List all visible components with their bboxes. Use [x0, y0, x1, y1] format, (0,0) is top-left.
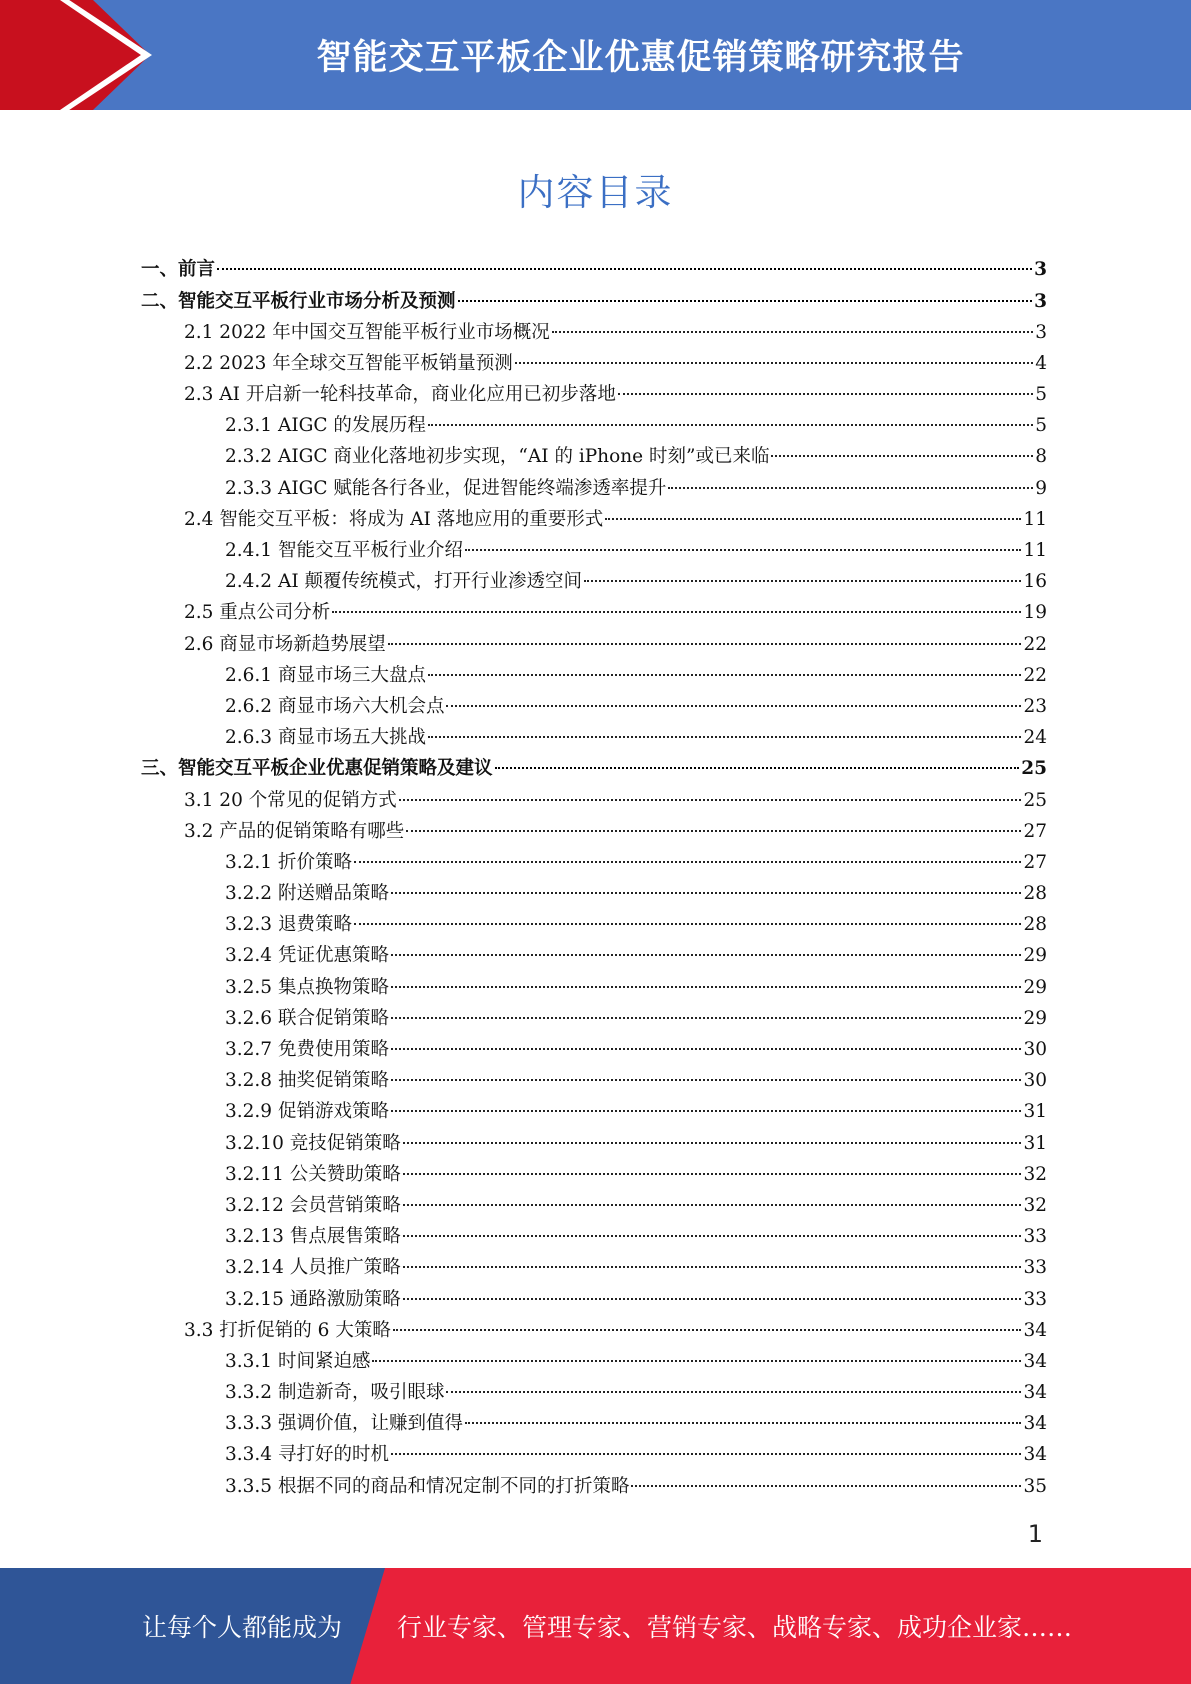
page-number: 1 — [1027, 1520, 1043, 1548]
toc-entry-title: 3.2.10 竞技促销策略 — [225, 1132, 401, 1154]
toc-entry-page: 35 — [1023, 1475, 1047, 1497]
toc-entry-title: 3.3 打折促销的 6 大策略 — [184, 1319, 391, 1341]
toc-entry-page: 8 — [1035, 446, 1047, 468]
toc-entry-page: 34 — [1023, 1413, 1047, 1435]
toc-entry-title: 3.2.3 退费策略 — [225, 914, 352, 936]
toc-entry-page: 34 — [1023, 1350, 1047, 1372]
toc-entry-page: 22 — [1023, 633, 1047, 655]
toc-leader-dots — [465, 1402, 1021, 1424]
toc-entry-title: 3.2.9 促销游戏策略 — [225, 1101, 389, 1123]
toc-leader-dots — [391, 934, 1021, 956]
toc-leader-dots — [495, 747, 1020, 769]
toc-leader-dots — [403, 1246, 1022, 1268]
toc-entry-page: 19 — [1023, 602, 1047, 624]
toc-leader-dots — [465, 529, 1021, 551]
header-banner — [0, 0, 1191, 110]
toc-entry-title: 3.3.3 强调价值，让赚到值得 — [225, 1413, 463, 1435]
toc-entry-title: 2.3.1 AIGC 的发展历程 — [225, 415, 426, 437]
toc-leader-dots — [372, 1340, 1021, 1362]
toc-entry-title: 3.2.4 凭证优惠策略 — [225, 945, 389, 967]
toc-entry-page: 31 — [1023, 1132, 1047, 1154]
footer-banner — [0, 1568, 1191, 1684]
toc-entry-page: 28 — [1023, 914, 1047, 936]
toc-entry-title: 3.2.6 联合促销策略 — [225, 1007, 389, 1029]
toc-leader-dots — [584, 560, 1021, 582]
toc-entry-page: 11 — [1023, 508, 1047, 530]
toc-leader-dots — [605, 498, 1021, 520]
toc-entry-title: 3.3.4 寻打好的时机 — [225, 1444, 389, 1466]
toc-leader-dots — [406, 809, 1021, 831]
toc-entry-page: 25 — [1023, 789, 1047, 811]
toc-entry-page: 11 — [1023, 540, 1047, 562]
toc-entry-page: 27 — [1023, 820, 1047, 842]
toc-leader-dots — [391, 1090, 1021, 1112]
toc-leader-dots — [446, 685, 1021, 707]
toc-leader-dots — [403, 1277, 1022, 1299]
toc-leader-dots — [391, 872, 1021, 894]
toc-leader-dots — [393, 1308, 1022, 1330]
toc-leader-dots — [391, 965, 1021, 987]
toc-entry-title: 2.3.3 AIGC 赋能各行各业，促进智能终端渗透率提升 — [225, 477, 667, 499]
toc-entry-title: 2.6.2 商显市场六大机会点 — [225, 695, 445, 717]
toc-leader-dots — [391, 1059, 1021, 1081]
toc-entry-page: 9 — [1035, 477, 1047, 499]
header-red-arrow — [0, 0, 150, 110]
toc-leader-dots — [403, 1215, 1022, 1237]
toc-entry-title: 2.6 商显市场新趋势展望 — [184, 633, 386, 655]
toc-entry-page: 24 — [1023, 727, 1047, 749]
toc-leader-dots — [403, 1152, 1022, 1174]
toc-entry-title: 3.2.8 抽奖促销策略 — [225, 1070, 389, 1092]
toc-entry-title: 2.4.2 AI 颠覆传统模式，打开行业渗透空间 — [225, 571, 583, 593]
toc-entry-title: 3.3.5 根据不同的商品和情况定制不同的打折策略 — [225, 1475, 630, 1497]
toc-entry-page: 34 — [1023, 1319, 1047, 1341]
toc-leader-dots — [458, 279, 1033, 301]
toc-entry-page: 32 — [1023, 1194, 1047, 1216]
toc-leader-dots — [388, 622, 1022, 644]
toc-entry-title: 2.3 AI 开启新一轮科技革命，商业化应用已初步落地 — [184, 384, 616, 406]
toc-leader-dots — [668, 466, 1033, 488]
footer-slogan-right: 行业专家、管理专家、营销专家、战略专家、成功企业家…… — [397, 1613, 1073, 1642]
toc-entry-title: 2.4.1 智能交互平板行业介绍 — [225, 540, 463, 562]
toc-entry-page: 33 — [1023, 1226, 1047, 1248]
toc-entry-title: 2.2 2023 年全球交互智能平板销量预测 — [184, 352, 513, 374]
toc-leader-dots — [354, 903, 1022, 925]
toc-entry-title: 2.1 2022 年中国交互智能平板行业市场概况 — [184, 321, 550, 343]
toc-entry-page: 27 — [1023, 851, 1047, 873]
toc-entry-page: 4 — [1035, 352, 1047, 374]
toc-entry[interactable] — [141, 1469, 1047, 1500]
toc-leader-dots — [552, 310, 1033, 332]
toc-entry-page: 25 — [1021, 758, 1047, 780]
toc-entry-page: 3 — [1034, 259, 1047, 281]
toc-entry-page: 34 — [1023, 1444, 1047, 1466]
toc-leader-dots — [428, 404, 1033, 426]
toc-entry-page: 3 — [1035, 321, 1047, 343]
toc-leader-dots — [217, 248, 1032, 270]
toc-leader-dots — [428, 653, 1021, 675]
toc-entry-page: 16 — [1023, 571, 1047, 593]
toc-entry-title: 3.2.14 人员推广策略 — [225, 1257, 401, 1279]
toc-entry-page: 31 — [1023, 1101, 1047, 1123]
toc-entry-page: 5 — [1035, 384, 1047, 406]
toc-leader-dots — [428, 716, 1021, 738]
toc-entry-page: 30 — [1023, 1070, 1047, 1092]
report-title: 智能交互平板企业优惠促销策略研究报告 — [316, 38, 965, 78]
toc-entry-title: 二、智能交互平板行业市场分析及预测 — [141, 290, 456, 312]
toc-entry-title: 3.2 产品的促销策略有哪些 — [184, 820, 405, 842]
toc-leader-dots — [771, 435, 1033, 457]
toc-entry-page: 34 — [1023, 1382, 1047, 1404]
toc-leader-dots — [618, 373, 1033, 395]
toc-entry-title: 3.2.2 附送赠品策略 — [225, 883, 389, 905]
toc-leader-dots — [399, 778, 1022, 800]
toc-entry-title: 3.2.15 通路激励策略 — [225, 1288, 401, 1310]
toc-entry-title: 3.3.1 时间紧迫感 — [225, 1350, 371, 1372]
toc-leader-dots — [332, 591, 1021, 613]
toc-leader-dots — [354, 841, 1022, 863]
toc-entry-title: 3.2.13 售点展售策略 — [225, 1226, 401, 1248]
toc-entry-page: 22 — [1023, 664, 1047, 686]
toc-leader-dots — [391, 1028, 1021, 1050]
toc-leader-dots — [403, 1121, 1022, 1143]
toc-entry-title: 3.1 20 个常见的促销方式 — [184, 789, 397, 811]
toc-entry-page: 33 — [1023, 1257, 1047, 1279]
toc-entry-title: 三、智能交互平板企业优惠促销策略及建议 — [141, 758, 493, 780]
toc-entry-title: 3.2.11 公关赞助策略 — [225, 1163, 401, 1185]
toc-leader-dots — [515, 342, 1033, 364]
toc-entry-title: 2.5 重点公司分析 — [184, 602, 331, 624]
toc-entry-page: 30 — [1023, 1039, 1047, 1061]
toc-entry-title: 2.3.2 AIGC 商业化落地初步实现，“AI 的 iPhone 时刻”或已来临 — [225, 446, 770, 468]
toc-entry-title: 3.3.2 制造新奇，吸引眼球 — [225, 1382, 445, 1404]
toc-entry-page: 32 — [1023, 1163, 1047, 1185]
toc-entry-title: 2.4 智能交互平板：将成为 AI 落地应用的重要形式 — [184, 508, 604, 530]
toc-entry-page: 5 — [1035, 415, 1047, 437]
toc-entry-title: 2.6.3 商显市场五大挑战 — [225, 727, 426, 749]
toc-entry-title: 3.2.12 会员营销策略 — [225, 1194, 401, 1216]
toc-entry-page: 33 — [1023, 1288, 1047, 1310]
toc-entry-title: 3.2.5 集点换物策略 — [225, 976, 389, 998]
toc-entry-page: 28 — [1023, 883, 1047, 905]
toc-entry-page: 3 — [1034, 290, 1047, 312]
footer-slogan-left: 让每个人都能成为 — [142, 1613, 343, 1642]
toc-entry-title: 3.2.7 免费使用策略 — [225, 1039, 389, 1061]
toc-heading: 内容目录 — [517, 171, 674, 214]
table-of-contents — [141, 253, 1047, 1501]
toc-entry-page: 29 — [1023, 976, 1047, 998]
toc-leader-dots — [631, 1464, 1021, 1486]
toc-leader-dots — [403, 1184, 1022, 1206]
toc-leader-dots — [391, 997, 1021, 1019]
toc-entry-page: 29 — [1023, 1007, 1047, 1029]
toc-entry-title: 一、前言 — [141, 259, 216, 281]
toc-entry-page: 23 — [1023, 695, 1047, 717]
toc-entry-page: 29 — [1023, 945, 1047, 967]
toc-entry-title: 2.6.1 商显市场三大盘点 — [225, 664, 426, 686]
toc-entry-title: 3.2.1 折价策略 — [225, 851, 352, 873]
toc-leader-dots — [446, 1371, 1021, 1393]
toc-leader-dots — [391, 1433, 1021, 1455]
